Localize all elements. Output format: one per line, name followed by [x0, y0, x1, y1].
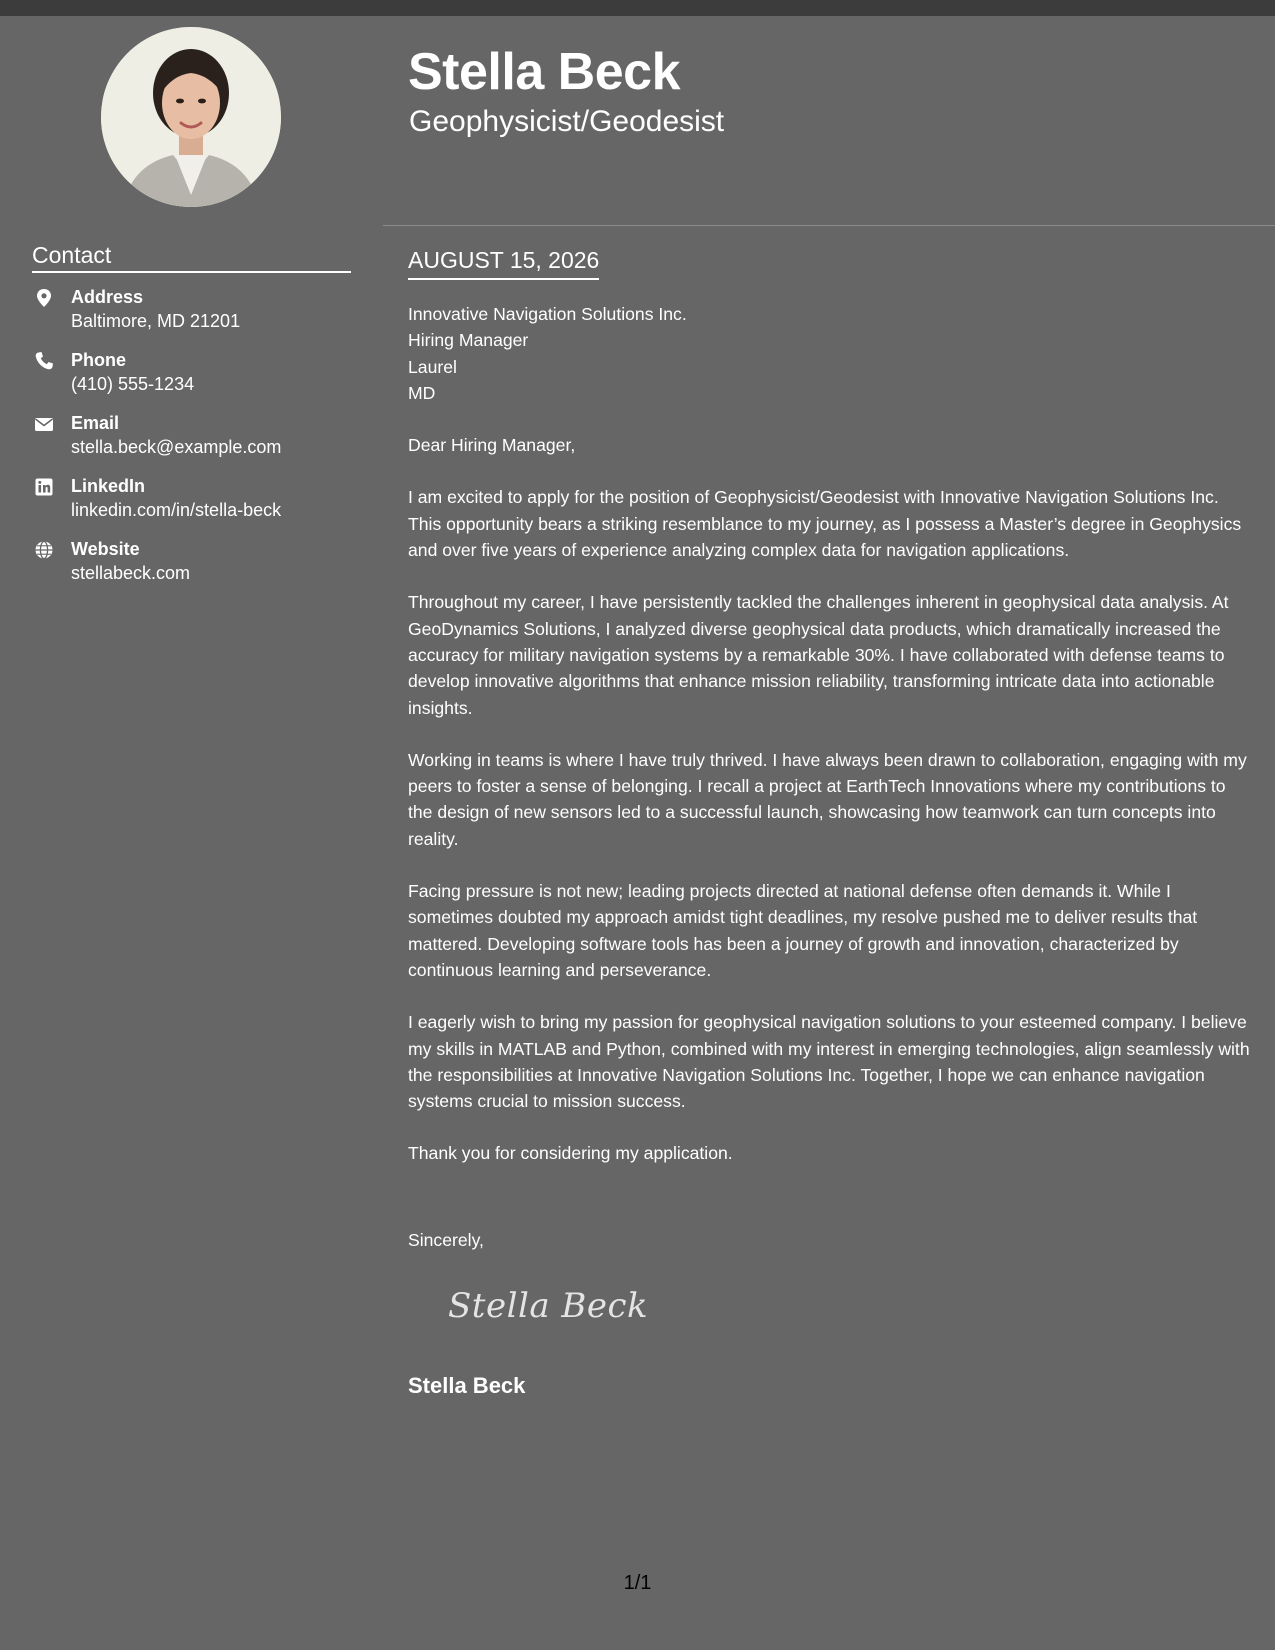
globe-icon [34, 540, 54, 560]
contact-item-phone [32, 348, 362, 411]
profile-photo [101, 27, 281, 207]
email-value[interactable]: stella.beck@example.com [71, 437, 282, 457]
page-number: 1/1 [623, 1572, 652, 1594]
contact-item-linkedin [32, 474, 362, 537]
contact-list [32, 285, 362, 600]
handwritten-signature: Stella Beck [448, 1286, 649, 1326]
linkedin-value[interactable]: linkedin.com/in/stella-beck [71, 500, 282, 520]
job-title: Geophysicist/Geodesist [409, 105, 725, 138]
contact-item-email [32, 411, 362, 474]
website-value[interactable]: stellabeck.com [71, 563, 191, 583]
address-value: Baltimore, MD 21201 [71, 311, 241, 331]
phone-icon [34, 351, 54, 371]
letter-date: AUGUST 15, 2026 [408, 245, 599, 280]
recipient-block [408, 301, 1253, 406]
contact-label: Address [71, 287, 144, 307]
recipient-title: Hiring Manager [408, 330, 529, 351]
recipient-city: Laurel [408, 356, 457, 377]
recipient-state: MD [408, 382, 436, 403]
signed-name: Stella Beck [408, 1373, 526, 1398]
location-pin-icon [34, 288, 54, 308]
thanks-line: Thank you for considering my application. [408, 1143, 733, 1164]
salutation: Dear Hiring Manager, [408, 435, 576, 456]
body-paragraph: I am excited to apply for the position of Geophysicist/Geodesist with Innovative Navigation Solutions Inc. This opportunity bears a striking resemblance to my journey, as I possess a Master’s degree in Geophysics and over five years of experience analyzing complex data for navigation applications. [408, 487, 1242, 561]
body-paragraph: I eagerly wish to bring my passion for geophysical navigation solutions to your esteemed company. I believe my skills in MATLAB and Python, combined with my interest in emerging technologies, align seamlessly with the responsibilities at Innovative Navigation Solutions Inc. Together, I hope we can enhance navigation systems crucial to mission success. [408, 1012, 1250, 1112]
top-bar [0, 0, 1275, 16]
contact-label: Phone [71, 350, 127, 370]
contact-item-address [32, 285, 362, 348]
contact-label: Email [71, 413, 120, 433]
contact-item-website [32, 537, 362, 600]
contact-label: LinkedIn [71, 476, 146, 496]
recipient-company: Innovative Navigation Solutions Inc. [408, 304, 687, 324]
candidate-name: Stella Beck [408, 43, 680, 101]
envelope-icon [34, 414, 54, 434]
body-paragraph: Throughout my career, I have persistently tackled the challenges inherent in geophysical data analysis. At GeoDynamics Solutions, I analyzed diverse geophysical data products, which dramatically increased the accuracy for military navigation systems by a remarkable 30%. I have collaborated with defense teams to develop innovative algorithms that enhance mission reliability, transforming intricate data into actionable insights. [408, 592, 1229, 718]
body-paragraph: Working in teams is where I have truly thrived. I have always been drawn to collaboration, engaging with my peers to foster a sense of belonging. I recall a project at EarthTech Innovations where my contributions to the design of new sensors led to a successful launch, showcasing how teamwork can turn concepts into reality. [408, 749, 1247, 849]
contact-heading: Contact [32, 240, 351, 273]
phone-value: (410) 555-1234 [71, 374, 195, 394]
contact-label: Website [71, 539, 140, 559]
closing: Sincerely, [408, 1230, 484, 1250]
body-paragraph: Facing pressure is not new; leading projects directed at national defense often demands it. While I sometimes doubted my approach amidst tight deadlines, my resolve pushed me to deliver results that mattered. Developing software tools has been a journey of growth and innovation, characterized by continuous learning and perseverance. [408, 881, 1198, 980]
letter-body [408, 301, 1253, 1167]
header-divider [383, 225, 1275, 226]
linkedin-icon [34, 477, 54, 497]
